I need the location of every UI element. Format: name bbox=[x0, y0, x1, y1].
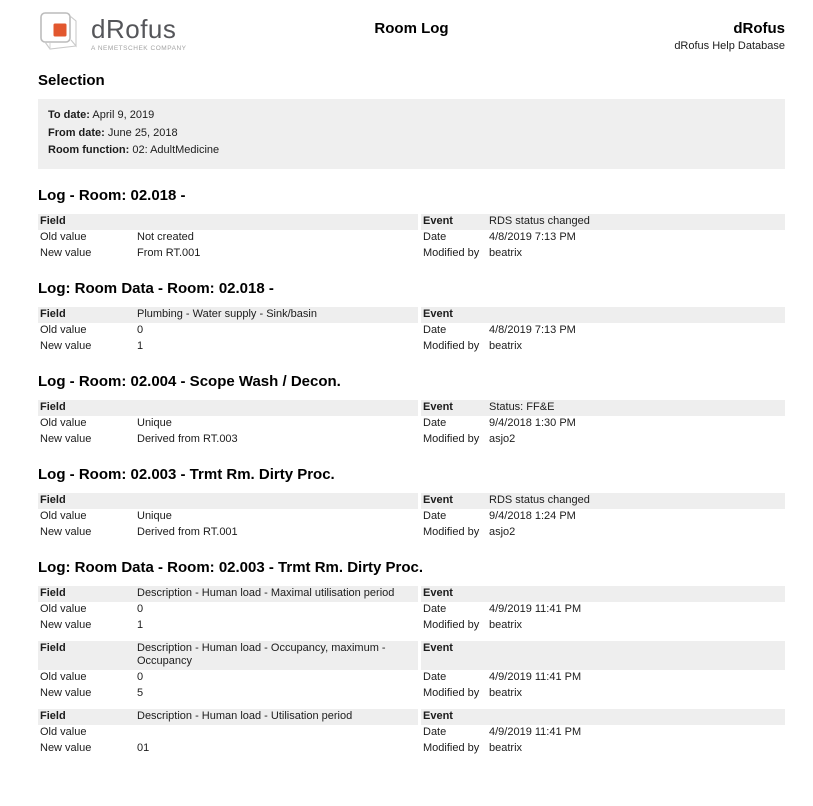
entry-header-row bbox=[38, 214, 785, 230]
event-value bbox=[487, 586, 785, 602]
entry-list bbox=[38, 586, 785, 757]
modified-value: asjo2 bbox=[489, 525, 516, 538]
modified-value: beatrix bbox=[489, 618, 523, 631]
field-label: Field bbox=[38, 641, 135, 670]
field-value bbox=[135, 493, 418, 509]
log-entry bbox=[38, 493, 785, 541]
section-title: Log: Room Data - Room: 02.018 - bbox=[38, 279, 274, 297]
log-entry bbox=[38, 214, 785, 262]
modified-value: beatrix bbox=[489, 741, 523, 754]
modified-label: Modified by bbox=[423, 339, 480, 352]
selection-row-from-date bbox=[48, 125, 775, 143]
report-header bbox=[38, 0, 785, 58]
entry-list bbox=[38, 214, 785, 262]
log-entry bbox=[38, 586, 785, 634]
selection-label: From date: bbox=[48, 126, 105, 139]
new-value: 1 bbox=[137, 618, 144, 631]
new-value: 5 bbox=[137, 686, 144, 699]
section-title: Log - Room: 02.004 - Scope Wash / Decon. bbox=[38, 372, 341, 390]
old-label: Old value bbox=[40, 416, 87, 429]
entry-header-row bbox=[38, 641, 785, 670]
new-value: 1 bbox=[137, 339, 144, 352]
date-value: 9/4/2018 1:24 PM bbox=[489, 509, 576, 522]
new-label: New value bbox=[40, 246, 92, 259]
event-label: Event bbox=[421, 307, 487, 323]
old-value bbox=[135, 725, 418, 741]
field-value: Description - Human load - Occupancy, maximum - Occupancy bbox=[135, 641, 418, 670]
event-value: RDS status changed bbox=[487, 214, 785, 230]
new-label: New value bbox=[40, 686, 92, 699]
event-value: Status: FF&E bbox=[487, 400, 785, 416]
selection-label: Room function: bbox=[48, 144, 130, 156]
modified-value: asjo2 bbox=[489, 432, 516, 445]
database-brand: dRofus bbox=[733, 20, 785, 37]
log-section bbox=[38, 280, 785, 355]
modified-value: beatrix bbox=[489, 246, 523, 259]
logo-brand-text: dRofus bbox=[91, 13, 177, 44]
event-label: Event bbox=[421, 586, 487, 602]
old-value: 0 bbox=[137, 602, 144, 615]
section-title: Log - Room: 02.018 - bbox=[38, 186, 186, 204]
database-name: dRofus Help Database bbox=[674, 40, 785, 52]
entry-list bbox=[38, 307, 785, 355]
field-value: Plumbing - Water supply - Sink/basin bbox=[135, 307, 418, 323]
old-value: Unique bbox=[137, 509, 172, 522]
selection-heading: Selection bbox=[38, 72, 105, 89]
modified-label: Modified by bbox=[423, 525, 480, 538]
entry-new-row bbox=[38, 246, 785, 262]
entry-header-row bbox=[38, 493, 785, 509]
new-label: New value bbox=[40, 339, 92, 352]
selection-box bbox=[38, 99, 785, 169]
old-label: Old value bbox=[40, 509, 87, 522]
entry-new-row bbox=[38, 741, 785, 757]
new-label: New value bbox=[40, 741, 92, 754]
field-label: Field bbox=[38, 400, 135, 416]
modified-value: beatrix bbox=[489, 339, 523, 352]
field-label: Field bbox=[38, 586, 135, 602]
section-title: Log: Room Data - Room: 02.003 - Trmt Rm. Dirty Proc. bbox=[38, 558, 424, 576]
field-value: Description - Human load - Maximal utilisation period bbox=[135, 586, 418, 602]
old-value: Unique bbox=[137, 416, 172, 429]
event-label: Event bbox=[421, 641, 487, 670]
event-value bbox=[487, 709, 785, 725]
entry-new-row bbox=[38, 525, 785, 541]
date-value: 4/9/2019 11:41 PM bbox=[489, 725, 582, 738]
entry-list bbox=[38, 493, 785, 541]
field-value bbox=[135, 400, 418, 416]
event-label: Event bbox=[421, 400, 487, 416]
entry-old-row bbox=[38, 670, 785, 686]
date-label: Date bbox=[423, 670, 447, 683]
entry-list bbox=[38, 400, 785, 448]
date-label: Date bbox=[423, 602, 447, 615]
new-label: New value bbox=[40, 618, 92, 631]
log-section bbox=[38, 187, 785, 262]
selection-row-room-function bbox=[48, 142, 775, 160]
date-label: Date bbox=[423, 323, 447, 336]
modified-label: Modified by bbox=[423, 246, 480, 259]
old-label: Old value bbox=[40, 230, 87, 243]
old-label: Old value bbox=[40, 725, 87, 738]
field-label: Field bbox=[38, 709, 135, 725]
entry-new-row bbox=[38, 618, 785, 634]
new-value: Derived from RT.003 bbox=[137, 432, 238, 445]
event-value bbox=[487, 307, 785, 323]
old-value: 0 bbox=[137, 670, 144, 683]
event-value bbox=[487, 641, 785, 670]
entry-new-row bbox=[38, 686, 785, 702]
field-value: Description - Human load - Utilisation period bbox=[135, 709, 418, 725]
event-label: Event bbox=[421, 493, 487, 509]
date-value: 4/8/2019 7:13 PM bbox=[489, 230, 576, 243]
event-label: Event bbox=[421, 709, 487, 725]
entry-header-row bbox=[38, 400, 785, 416]
entry-old-row bbox=[38, 509, 785, 525]
log-section bbox=[38, 559, 785, 757]
log-entry bbox=[38, 400, 785, 448]
event-value: RDS status changed bbox=[487, 493, 785, 509]
old-value: Not created bbox=[137, 230, 194, 243]
section-title: Log - Room: 02.003 - Trmt Rm. Dirty Proc. bbox=[38, 465, 335, 483]
date-value: 9/4/2018 1:30 PM bbox=[489, 416, 576, 429]
selection-value: June 25, 2018 bbox=[107, 126, 178, 139]
date-value: 4/9/2019 11:41 PM bbox=[489, 602, 582, 615]
entry-header-row bbox=[38, 586, 785, 602]
field-label: Field bbox=[38, 493, 135, 509]
event-label: Event bbox=[421, 214, 487, 230]
field-label: Field bbox=[38, 214, 135, 230]
log-entry bbox=[38, 709, 785, 757]
date-value: 4/9/2019 11:41 PM bbox=[489, 670, 582, 683]
modified-value: beatrix bbox=[489, 686, 523, 699]
selection-value: 02: AdultMedicine bbox=[132, 144, 220, 156]
date-label: Date bbox=[423, 416, 447, 429]
new-value: From RT.001 bbox=[137, 246, 201, 259]
new-label: New value bbox=[40, 432, 92, 445]
new-value: 01 bbox=[137, 741, 150, 754]
new-value: Derived from RT.001 bbox=[137, 525, 238, 538]
selection-label: To date: bbox=[48, 109, 90, 121]
page-title: Room Log bbox=[374, 20, 449, 37]
old-label: Old value bbox=[40, 670, 87, 683]
date-value: 4/8/2019 7:13 PM bbox=[489, 323, 576, 336]
entry-new-row bbox=[38, 339, 785, 355]
log-entry bbox=[38, 641, 785, 702]
entry-old-row bbox=[38, 725, 785, 741]
entry-old-row bbox=[38, 416, 785, 432]
log-section bbox=[38, 466, 785, 541]
entry-header-row bbox=[38, 307, 785, 323]
date-label: Date bbox=[423, 725, 447, 738]
date-label: Date bbox=[423, 509, 447, 522]
selection-value: April 9, 2019 bbox=[92, 109, 155, 121]
logo-tagline-text: A NEMETSCHEK COMPANY bbox=[91, 44, 187, 52]
log-entry bbox=[38, 307, 785, 355]
selection-row-to-date bbox=[48, 107, 775, 125]
log-sections bbox=[38, 187, 785, 757]
modified-label: Modified by bbox=[423, 686, 480, 699]
modified-label: Modified by bbox=[423, 741, 480, 754]
entry-old-row bbox=[38, 323, 785, 339]
date-label: Date bbox=[423, 230, 447, 243]
log-section bbox=[38, 373, 785, 448]
entry-old-row bbox=[38, 602, 785, 618]
old-value: 0 bbox=[137, 323, 144, 336]
old-label: Old value bbox=[40, 323, 87, 336]
modified-label: Modified by bbox=[423, 618, 480, 631]
entry-new-row bbox=[38, 432, 785, 448]
new-label: New value bbox=[40, 525, 92, 538]
old-label: Old value bbox=[40, 602, 87, 615]
modified-label: Modified by bbox=[423, 432, 480, 445]
entry-header-row bbox=[38, 709, 785, 725]
field-label: Field bbox=[38, 307, 135, 323]
field-value bbox=[135, 214, 418, 230]
entry-old-row bbox=[38, 230, 785, 246]
